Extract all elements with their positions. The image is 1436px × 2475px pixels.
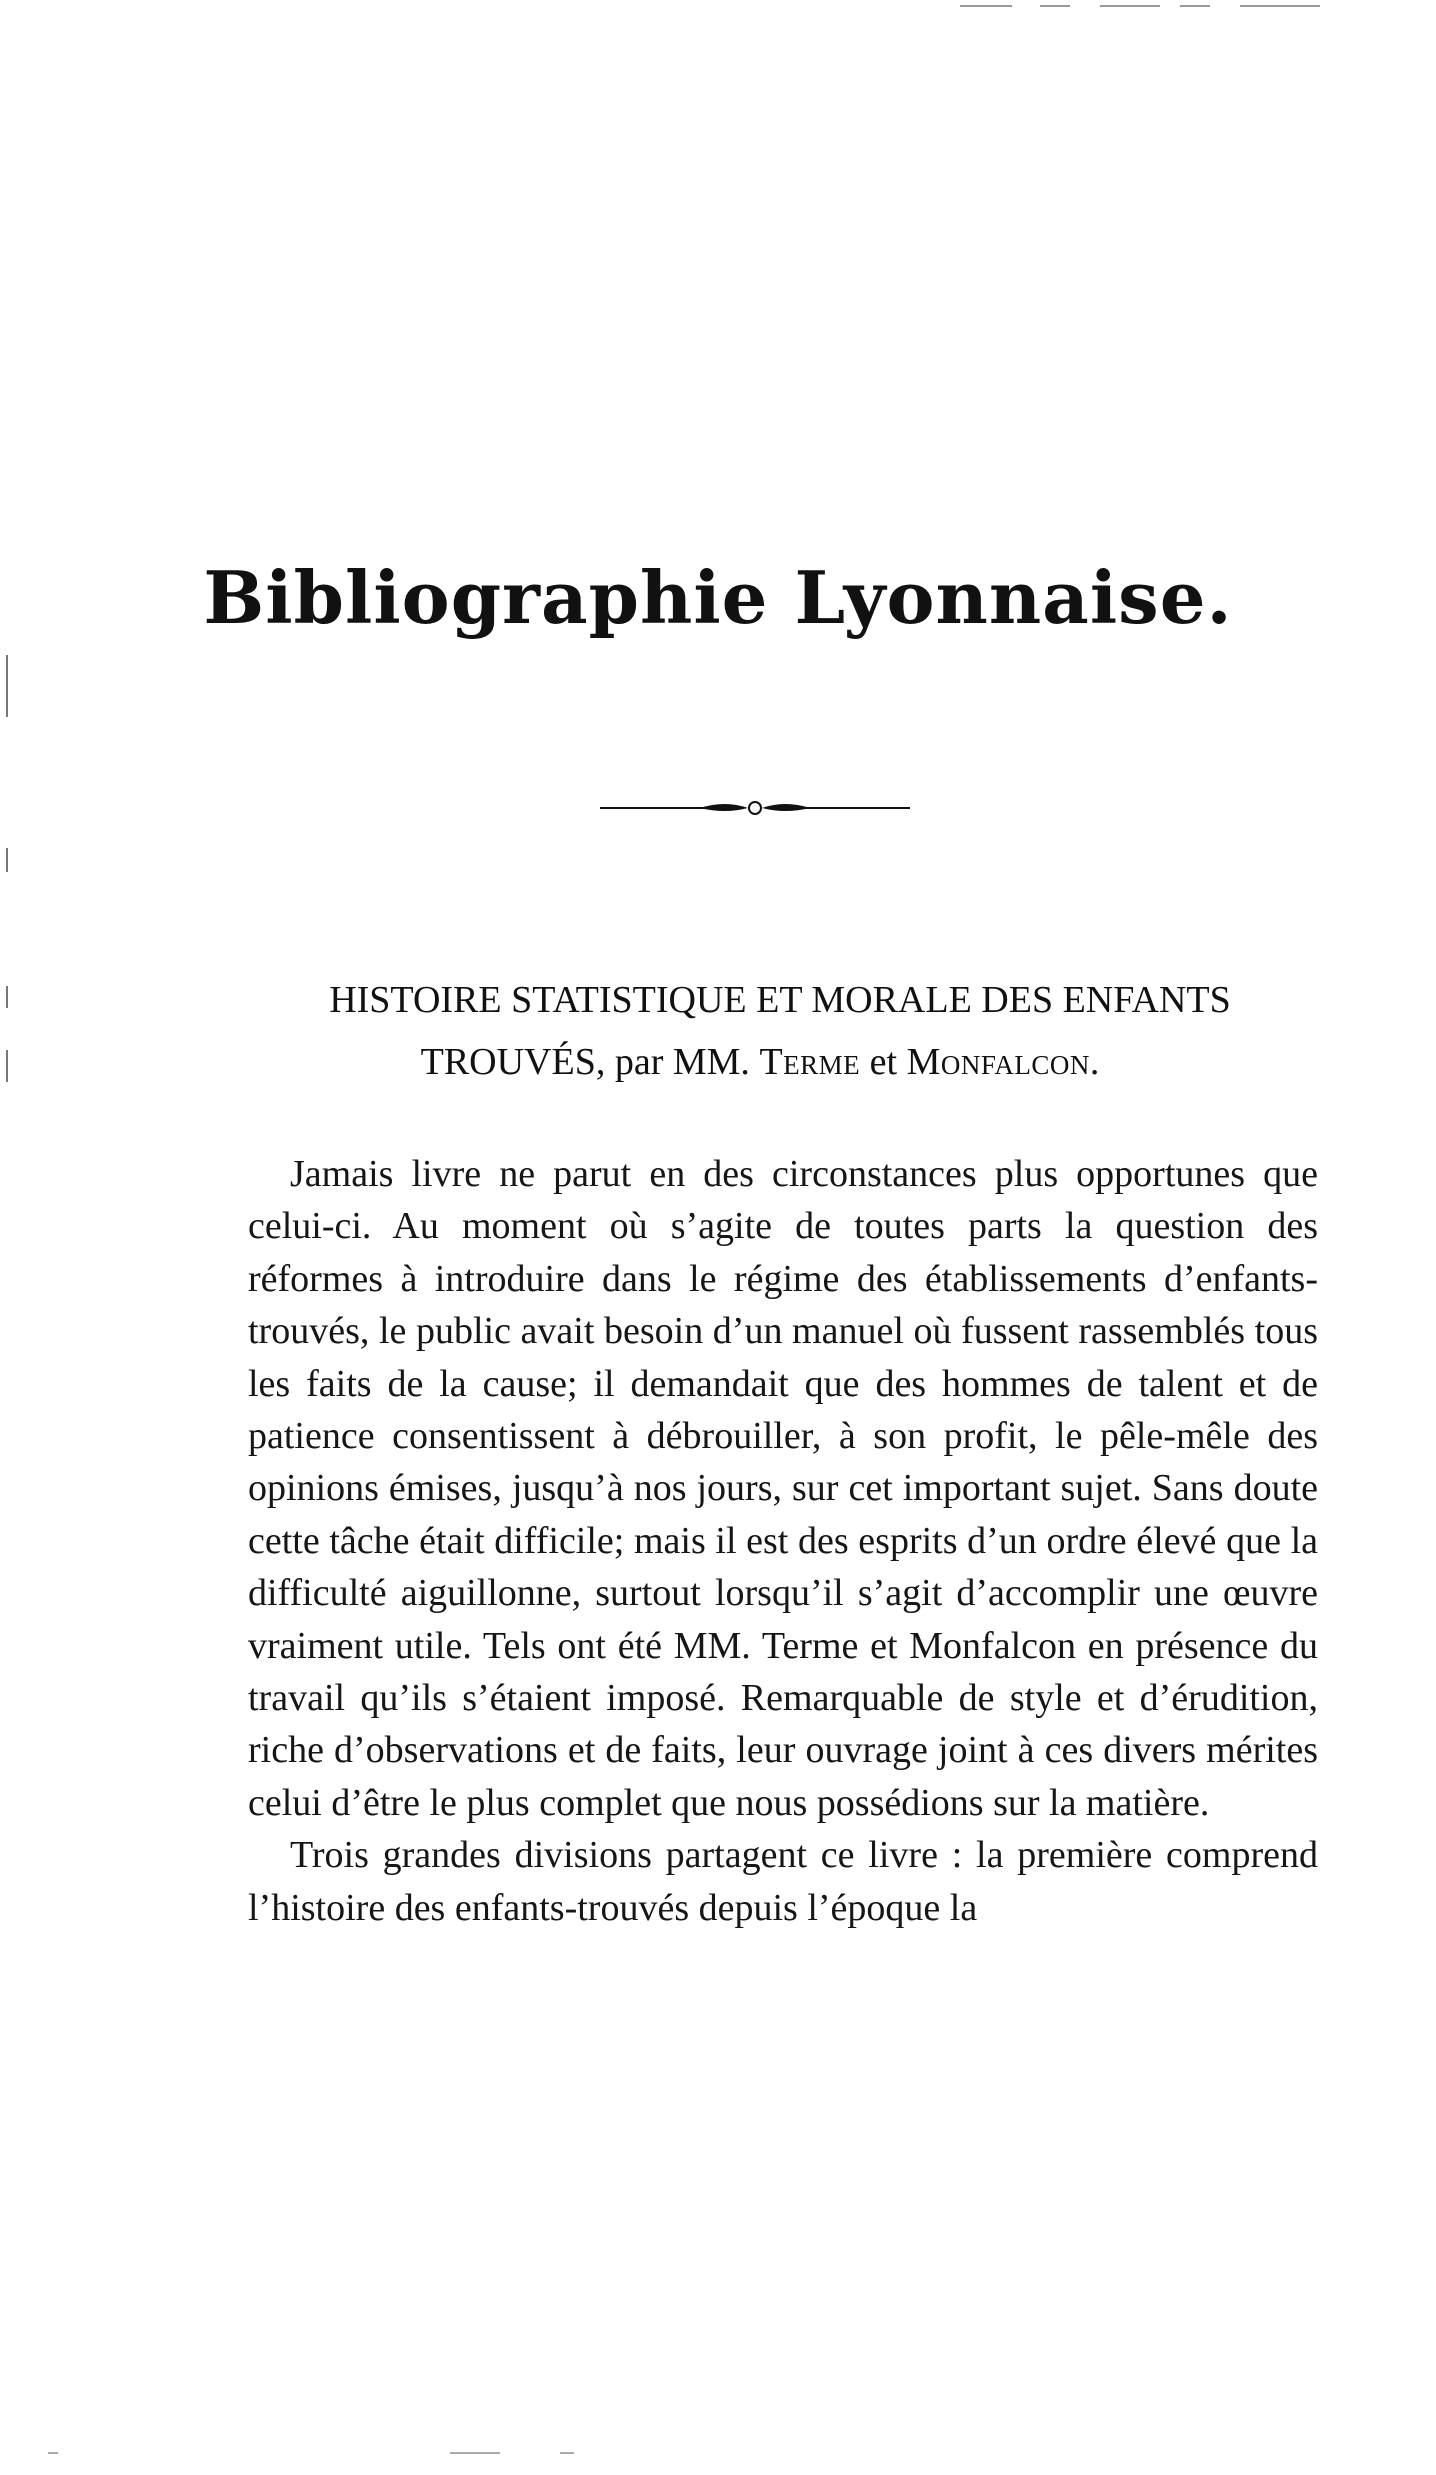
margin-mark [6,986,8,1008]
divider-ornament [600,796,910,820]
section-heading: Bibliographie Lyonnaise. [203,555,1233,640]
article-title-line-1: HISTOIRE STATISTIQUE ET MORALE DES ENFANTS [329,979,1231,1021]
top-edge-mark [1240,5,1320,7]
margin-mark [6,1050,8,1082]
top-edge-mark [960,5,1012,7]
author-terme: Terme [759,1041,861,1083]
article-body [248,1148,1318,1934]
top-edge-mark [1100,5,1160,7]
top-edge-mark [1040,5,1070,7]
bottom-edge-mark [48,2452,58,2454]
title-suffix: . [1089,1041,1100,1083]
margin-mark [6,655,8,717]
bottom-edge-mark [560,2452,574,2454]
bottom-edge-mark [450,2452,500,2454]
top-edge-mark [1180,5,1210,7]
paragraph: Jamais livre ne parut en des circonstances plus opportunes que celui-ci. Au moment où s’agite de toutes parts la question des réformes à introduire dans le régime des établissements d’enfants-trouvés, le public avait besoin d’un manuel où fussent rassemblés tous les faits de la cause; il demandait que des hommes de talent et de patience consentissent à débrouiller, à son profit, le pêle-mêle des opinions émises, jusqu’à nos jours, sur cet important sujet. Sans doute cette tâche était difficile; mais il est des esprits d’un ordre élevé que la difficulté aiguillonne, surtout lorsqu’il s’agit d’accomplir une œuvre vraiment utile. Tels ont été MM. Terme et Monfalcon en présence du travail qu’ils s’étaient imposé. Remarquable de style et d’érudition, riche d’observations et de faits, leur ouvrage joint à ces divers mérites celui d’être le plus complet que nous possédions sur la matière. [248,1153,1318,1824]
paragraph: Trois grandes divisions partagent ce livre : la première comprend l’histoire des enfants-trouvés depuis l’époque la [248,1834,1318,1929]
title-prefix: TROUVÉS, par MM. [420,1041,750,1083]
title-conjunction: et [869,1041,898,1083]
margin-mark [6,848,8,872]
author-monfalcon: Monfalcon [906,1041,1090,1083]
article-title-line-2 [360,1040,1160,1084]
